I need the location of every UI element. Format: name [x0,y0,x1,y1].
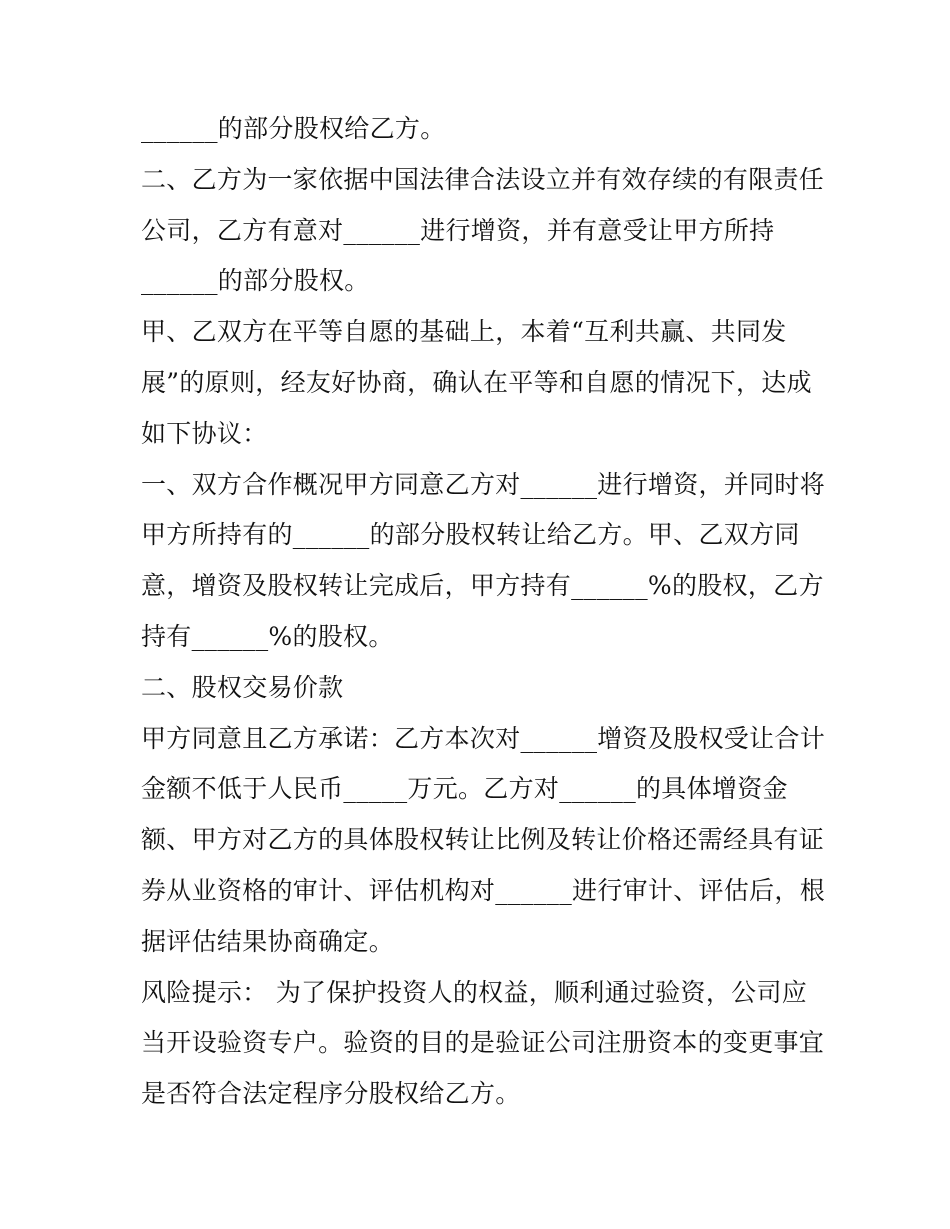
text-line: 甲方同意且乙方承诺：乙方本次对______增资及股权受让合计 [141,723,826,753]
text-line: 一、双方合作概况甲方同意乙方对______进行增资，并同时将 [141,469,826,499]
text-line: 当开设验资专户。验资的目的是验证公司注册资本的变更事宜 [141,1028,825,1058]
text-line: 公司，乙方有意对______进行增资，并有意受让甲方所持 [141,215,775,245]
text-line: 展”的原则，经友好协商，确认在平等和自愿的情况下，达成 [141,367,812,397]
text-line: 持有______%的股权。 [141,621,394,651]
text-line: 甲、乙双方在平等自愿的基础上，本着“互利共赢、共同发 [141,317,787,347]
text-line: 甲方所持有的______的部分股权转让给乙方。甲、乙双方同 [141,520,800,550]
text-line: 券从业资格的审计、评估机构对______进行审计、评估后，根 [141,875,826,905]
text-line: 据评估结果协商确定。 [141,926,395,956]
text-line: ______的部分股权。 [141,266,370,296]
text-line: 如下协议： [141,418,268,448]
document-body [141,104,826,1120]
text-line: 风险提示： 为了保护投资人的权益，顺利通过验资，公司应 [141,977,808,1007]
text-line: 是否符合法定程序分股权给乙方。 [141,1079,521,1109]
text-line: 二、股权交易价款 [141,672,344,702]
text-line: 意，增资及股权转让完成后，甲方持有______%的股权，乙方 [141,571,824,601]
text-line: 额、甲方对乙方的具体股权转让比例及转让价格还需经具有证 [141,825,825,855]
text-line: ______的部分股权给乙方。 [141,114,446,143]
text-line: 金额不低于人民币_____万元。乙方对______的具体增资金 [141,774,788,804]
text-line: 二、乙方为一家依据中国法律合法设立并有效存续的有限责任 [141,164,825,194]
